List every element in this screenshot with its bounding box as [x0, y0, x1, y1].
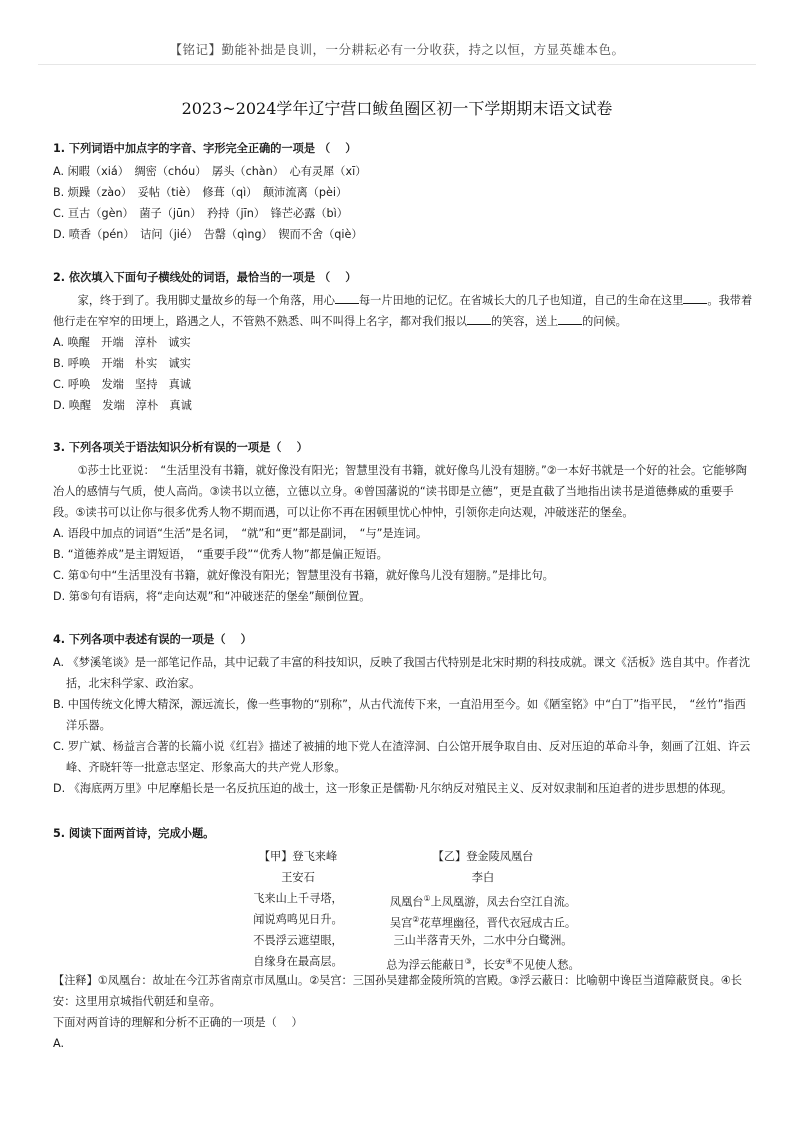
- poems-block: [53, 846, 753, 970]
- question-5: [53, 823, 753, 1054]
- page-title: 2023~2024学年辽宁营口鲅鱼圈区初一下学期期末语文试卷: [181, 99, 613, 118]
- question-2-passage: [53, 290, 753, 332]
- question-2-option-a[interactable]: A. 唤醒 开端 淳朴 诚实: [53, 336, 191, 349]
- poem-text: 吴宫: [389, 916, 413, 930]
- passage-segment: 的笑容，送上: [490, 315, 559, 328]
- passage-segment: 的问候。: [582, 315, 627, 328]
- blank-2[interactable]: [683, 292, 707, 304]
- passage-segment: 家，终于到了。我用脚丈量故乡的每一个角落，用心: [77, 294, 335, 307]
- question-3-option-b[interactable]: B. “道德养成”是主谓短语， “重要手段”“优秀人物”都是偏正短语。: [53, 548, 388, 561]
- poem-line: [363, 951, 603, 972]
- question-4-heading: 4. 下列各项中表述有误的一项是（ ）: [53, 633, 252, 646]
- question-2-heading: 2. 依次填入下面句子横线处的词语，最恰当的一项是 （ ）: [53, 271, 357, 284]
- poem-text: 上凤凰游，凤去台空江自流。: [430, 895, 577, 909]
- question-3-passage: ①莎士比亚说： “生活里没有书籍，就好像没有阳光；智慧里没有书籍，就好像鸟儿没有翅膀。”②一本好书就是一个好的社会。它能够陶冶人的感情与气质，使人高尚。③读书以立德，立德以立身。④曾国藩说的“读书即是立德”，更是直截了当地指出读书是道德彝威的重要手段。⑤读书可以让你与很多优秀人物不期而遇，可以让你不再在困顿里忧心忡忡，引领你走向达观，冲破迷茫的堡垒。: [53, 464, 747, 519]
- poem-author: 王安石: [281, 871, 315, 884]
- poem-text: 总为浮云能蔽日: [386, 958, 465, 972]
- poem-line: 不畏浮云遮望眼，: [253, 934, 343, 947]
- footnote-marker: ②: [412, 915, 420, 924]
- question-5-heading: 5. 阅读下面两首诗，完成小题。: [53, 827, 215, 840]
- poem-author: 李白: [471, 871, 495, 884]
- question-4-option-c[interactable]: C. 罗广斌、杨益言合著的长篇小说《红岩》描述了被捕的地下党人在渣滓洞、白公馆开展争取自由、反对压迫的革命斗争，刻画了江姐、许云峰、齐晓轩等一批意志坚定、形象高大的共产党人形象。: [53, 740, 751, 774]
- header-motto: 【铭记】勤能补拙是良训，一分耕耘必有一分收获，持之以恒，方显英雄本色。: [169, 42, 625, 57]
- poem-line: [363, 888, 603, 909]
- question-3-heading: 3. 下列各项关于语法知识分析有误的一项是（ ）: [53, 441, 308, 454]
- poem-text: 花草埋幽径，晋代衣冠成古丘。: [419, 916, 577, 930]
- poem-title: 【乙】登金陵凤凰台: [432, 850, 534, 863]
- question-4-option-d[interactable]: D. 《海底两万里》中尼摩船长是一名反抗压迫的战士，这一形象正是儒勒·凡尔纳反对殖民主义、反对奴隶制和压迫者的进步思想的体现。: [53, 782, 733, 795]
- question-3-option-c[interactable]: C. 第①句中“生活里没有书籍，就好像没有阳光；智慧里没有书籍，就好像鸟儿没有翅膀。”是排比句。: [53, 569, 554, 582]
- passage-segment: 每一片田地的记忆。在省城长大的几子也知道，自己的生命在这里: [358, 294, 684, 307]
- question-2-option-b[interactable]: B. 呼唤 开端 朴实 诚实: [53, 357, 191, 370]
- question-1-option-a[interactable]: A. 闲暇（xiá） 绸密（chóu） 孱头（chàn） 心有灵犀（xī）: [53, 165, 367, 178]
- poem-line: 自缘身在最高层。: [253, 955, 343, 968]
- passage-segment: 。我带着他行走在窄窄的田埂上，路遇之人，不管熟不熟悉、叫不叫得上名字，都对我们报以: [53, 294, 753, 328]
- poem-text: 凤凰台: [389, 895, 424, 909]
- poem-line: 飞来山上千寻塔，: [253, 892, 343, 905]
- poem-line: 闻说鸡鸣见日升。: [253, 913, 343, 926]
- question-3: [53, 437, 753, 607]
- poem-text: ，长安: [471, 958, 506, 972]
- footnote-marker: ④: [505, 957, 513, 966]
- question-2-option-d[interactable]: D. 唤醒 发端 淳朴 真诚: [53, 399, 192, 412]
- question-3-option-a[interactable]: A. 语段中加点的词语“生活”是名词， “就”和“更”都是副词， “与”是连词。: [53, 527, 428, 540]
- blank-3[interactable]: [467, 313, 491, 325]
- question-1-heading: 1. 下列词语中加点字的字音、字形完全正确的一项是 （ ）: [53, 142, 357, 155]
- question-1-option-b[interactable]: B. 烦躁（zào） 妥帖（tiè） 修葺（qì） 颠沛流离（pèi）: [53, 186, 348, 199]
- question-1: [53, 138, 753, 245]
- poem-line: 三山半落青天外，二水中分白鹭洲。: [393, 934, 573, 947]
- question-1-option-d[interactable]: D. 喷香（pén） 诘问（jié） 告罄（qìng） 锲而不舍（qiè）: [53, 228, 363, 241]
- poem-title: 【甲】登飞来峰: [258, 850, 338, 863]
- blank-4[interactable]: [558, 313, 582, 325]
- question-5-subquestion: 下面对两首诗的理解和分析不正确的一项是（ ）: [53, 1016, 303, 1029]
- question-2: [53, 267, 753, 416]
- question-2-option-c[interactable]: C. 呼唤 发端 坚持 真诚: [53, 378, 191, 391]
- question-4-option-a[interactable]: A. 《梦溪笔谈》是一部笔记作品，其中记载了丰富的科技知识，反映了我国古代特别是北宋时期的科技成就。课文《活板》选自其中。作者沈括，北宋科学家、政治家。: [53, 656, 751, 690]
- question-3-option-d[interactable]: D. 第⑤句有语病，将“走向达观”和“冲破迷茫的堡垒”颠倒位置。: [53, 590, 371, 603]
- question-1-option-c[interactable]: C. 亘古（gèn） 菌子（jūn） 矜持（jīn） 锋芒必露（bì）: [53, 207, 348, 220]
- poem-yi: [363, 846, 603, 972]
- poem-text: 不见使人愁。: [512, 958, 580, 972]
- poem-line: [363, 909, 603, 930]
- blank-1[interactable]: [335, 292, 359, 304]
- poem-notes: 【注释】①凤凰台：故址在今江苏省南京市凤凰山。②吴宫：三国孙吴建都金陵所筑的宫殿。③浮云蔽日：比喻朝中谗臣当道障蔽贤良。④长安：这里用京城指代朝廷和皇帝。: [53, 974, 742, 1008]
- header-divider: [38, 64, 756, 65]
- question-5-option-a[interactable]: A.: [53, 1037, 65, 1050]
- question-4-option-b[interactable]: B. 中国传统文化博大精深，源远流长，像一些事物的“别称”，从古代流传下来，一直沿用至今。如《陋室铭》中“白丁”指平民， “丝竹”指西洋乐器。: [53, 698, 746, 732]
- poem-jia: [218, 846, 378, 972]
- question-4: [53, 629, 753, 799]
- exam-content: [53, 138, 753, 1054]
- footnote-marker: ③: [464, 957, 472, 966]
- footnote-marker: ①: [423, 894, 431, 903]
